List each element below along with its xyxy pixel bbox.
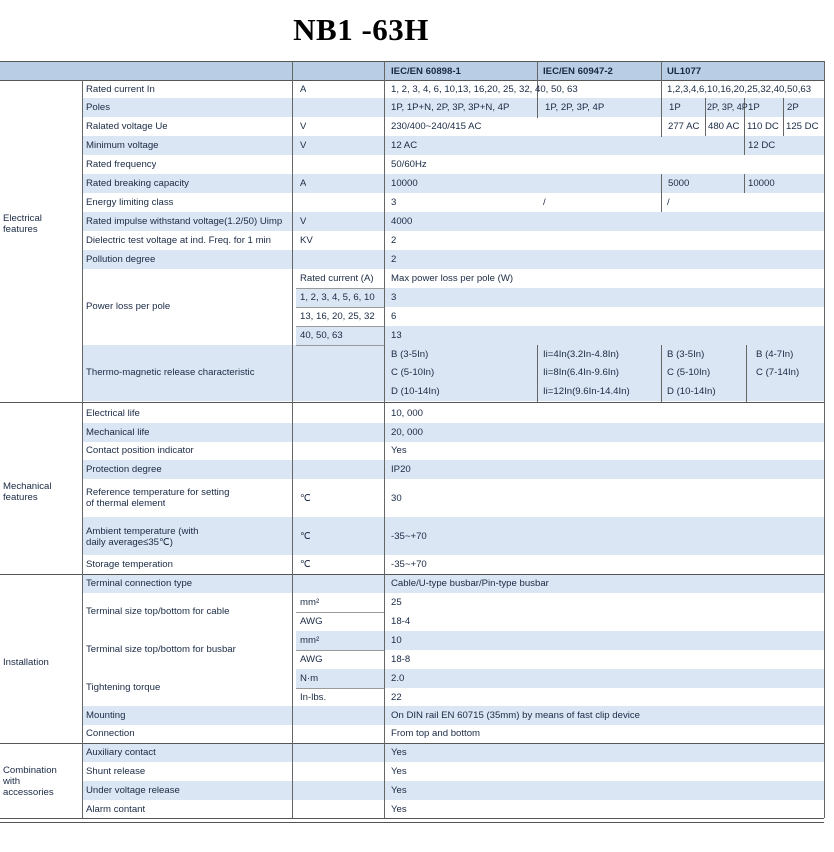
row-band (296, 669, 824, 688)
label-mech-life: Mechanical life (86, 427, 150, 438)
value-rated-current-ul: 1,2,3,4,6,10,16,20,25,32,40,50,63 (667, 83, 812, 95)
rule (824, 61, 825, 818)
row-band (82, 781, 824, 800)
value-breaking-ul-a: 5000 (668, 178, 690, 189)
rule (0, 402, 824, 403)
value-undervoltage: Yes (391, 785, 407, 796)
rule (705, 98, 706, 136)
value-energy-ul: / (667, 197, 670, 208)
unit-breaking: A (300, 178, 307, 189)
unit-dielectric: KV (300, 235, 313, 246)
value-poles-ul-d: 2P (787, 102, 799, 113)
row-band (82, 423, 824, 442)
value-contact: Yes (391, 445, 407, 456)
label-torque: Tightening torque (86, 682, 161, 693)
label-terminal-type: Terminal connection type (86, 578, 193, 589)
power-loss-value: 6 (391, 311, 397, 322)
value-alarm: Yes (391, 804, 407, 815)
row-band (296, 631, 824, 650)
thermo-ul-d: D (10-14In) (667, 386, 716, 397)
thermo-ul-b: B (3-5In) (667, 349, 705, 360)
value-mech-life: 20, 000 (391, 427, 424, 438)
thermo-ul-c: C (5-10In) (667, 367, 711, 378)
thermo-ul2-b: B (4-7In) (756, 349, 794, 360)
value-cable-awg: 18-4 (391, 616, 411, 627)
label-min-voltage: Minimum voltage (86, 140, 159, 151)
label-frequency: Rated frequency (86, 159, 157, 170)
header-iec-60947: IEC/EN 60947-2 (543, 65, 613, 77)
unit-cable-mm2: mm² (300, 597, 320, 608)
unit-busbar-awg: AWG (300, 654, 323, 665)
label-undervoltage: Under voltage release (86, 785, 180, 796)
group-mechanical: Mechanical features (3, 481, 52, 503)
unit-rated-current: A (300, 83, 307, 95)
rule (744, 174, 745, 193)
label-poles: Poles (86, 102, 110, 113)
label-elec-life: Electrical life (86, 408, 140, 419)
value-ref-temp: 30 (391, 493, 402, 504)
value-ambient: -35~+70 (391, 531, 427, 542)
unit-busbar-mm2: mm² (300, 635, 320, 646)
label-cable-size: Terminal size top/bottom for cable (86, 606, 230, 617)
value-frequency: 50/60Hz (391, 159, 427, 170)
rule (661, 61, 662, 137)
row-band (82, 174, 824, 193)
value-shunt: Yes (391, 766, 407, 777)
row-band (296, 326, 824, 345)
unit-cable-awg: AWG (300, 616, 323, 627)
label-mounting: Mounting (86, 710, 126, 721)
value-cable-mm2: 25 (391, 597, 402, 608)
power-loss-current: 40, 50, 63 (300, 330, 343, 341)
label-energy: Energy limiting class (86, 197, 174, 208)
value-poles-ul-b: 2P, 3P, 4P (707, 102, 748, 112)
value-torque-nm: 2.0 (391, 673, 405, 684)
rule (384, 61, 385, 818)
rule (292, 61, 293, 818)
value-min-voltage-ul: 12 DC (748, 140, 776, 151)
label-contact: Contact position indicator (86, 445, 194, 456)
label-breaking: Rated breaking capacity (86, 178, 189, 189)
label-ref-temp-1: Reference temperature for setting (86, 487, 230, 498)
value-busbar-mm2: 10 (391, 635, 402, 646)
value-pollution: 2 (391, 254, 397, 265)
value-storage: -35~+70 (391, 559, 427, 570)
power-loss-subheader-loss: Max power loss per pole (W) (391, 273, 514, 284)
unit-torque-inlbs: In-lbs. (300, 692, 327, 703)
label-auxiliary: Auxiliary contact (86, 747, 156, 758)
label-alarm: Alarm contant (86, 804, 146, 815)
row-band (82, 743, 824, 762)
value-energy-60947: / (543, 197, 546, 208)
value-terminal-type: Cable/U-type busbar/Pin-type busbar (391, 578, 549, 589)
thermo-60947-b: Ii=4In(3.2In-4.8In) (543, 349, 619, 360)
value-voltage-ul-a: 277 AC (668, 121, 700, 132)
thermo-60898-b: B (3-5In) (391, 349, 429, 360)
row-band (82, 136, 824, 155)
group-combination: Combination with accessories (3, 764, 57, 798)
header-iec-60898: IEC/EN 60898-1 (391, 65, 461, 77)
thermo-60898-c: C (5-10In) (391, 367, 435, 378)
value-torque-inlbs: 22 (391, 692, 402, 703)
label-shunt: Shunt release (86, 766, 146, 777)
value-breaking-iec: 10000 (391, 178, 418, 189)
value-energy-60898: 3 (391, 197, 397, 208)
label-rated-current: Rated current In (86, 83, 155, 95)
rule (783, 98, 784, 136)
label-pollution: Pollution degree (86, 254, 156, 265)
unit-voltage: V (300, 121, 307, 132)
label-protection: Protection degree (86, 464, 162, 475)
value-min-voltage-iec: 12 AC (391, 140, 418, 151)
value-elec-life: 10, 000 (391, 408, 424, 419)
value-voltage-iec: 230/400~240/415 AC (391, 121, 482, 132)
value-connection: From top and bottom (391, 728, 481, 739)
value-voltage-ul-d: 125 DC (786, 121, 819, 132)
page-title: NB1 -63H (293, 12, 429, 47)
rule (746, 345, 747, 402)
label-impulse: Rated impulse withstand voltage(1.2/50) Uimp (86, 216, 283, 227)
value-poles-ul-a: 1P (669, 102, 681, 113)
label-ref-temp-2: of thermal element (86, 498, 166, 509)
label-busbar-size: Terminal size top/bottom for busbar (86, 644, 236, 655)
label-connection: Connection (86, 728, 135, 739)
rule (661, 174, 662, 212)
group-electrical: Electrical features (3, 213, 42, 235)
header-ul1077: UL1077 (667, 65, 702, 77)
value-voltage-ul-c: 110 DC (747, 121, 779, 132)
value-voltage-ul-b: 480 AC (708, 121, 740, 132)
row-band (82, 250, 824, 269)
power-loss-value: 13 (391, 330, 402, 341)
value-rated-current-iec: 1, 2, 3, 4, 6, 10,13, 16,20, 25, 32, 40, 50, 63 (391, 83, 578, 95)
power-loss-current: 1, 2, 3, 4, 5, 6, 10 (300, 292, 375, 303)
value-auxiliary: Yes (391, 747, 407, 758)
rule (296, 345, 384, 346)
label-storage: Storage temperation (86, 559, 173, 570)
value-poles-60947: 1P, 2P, 3P, 4P (545, 102, 605, 113)
value-poles-60898: 1P, 1P+N, 2P, 3P, 3P+N, 4P (391, 102, 510, 113)
unit-ref-temp: ℃ (300, 493, 311, 504)
rule (537, 345, 538, 402)
unit-torque-nm: N·m (300, 673, 319, 684)
unit-impulse: V (300, 216, 307, 227)
thermo-60947-d: Ii=12In(9.6In-14.4In) (543, 386, 630, 397)
rule (661, 345, 662, 402)
rule (0, 822, 824, 823)
value-impulse: 4000 (391, 216, 413, 227)
label-dielectric: Dielectric test voltage at ind. Freq. for 1 min (86, 235, 272, 246)
value-mounting: On DIN rail EN 60715 (35mm) by means of fast clip device (391, 710, 641, 721)
value-protection: IP20 (391, 464, 411, 475)
value-busbar-awg: 18-8 (391, 654, 411, 665)
label-ambient-2: daily average≤35℃) (86, 537, 173, 548)
unit-min-voltage: V (300, 140, 307, 151)
unit-ambient: ℃ (300, 531, 311, 542)
value-breaking-ul-b: 10000 (748, 178, 775, 189)
row-band (82, 460, 824, 479)
power-loss-current: 13, 16, 20, 25, 32 (300, 311, 375, 322)
row-band (296, 288, 824, 307)
unit-storage: ℃ (300, 559, 311, 570)
thermo-60898-d: D (10-14In) (391, 386, 440, 397)
value-dielectric: 2 (391, 235, 397, 246)
label-thermo: Thermo-magnetic release characteristic (86, 367, 255, 378)
thermo-ul2-c: C (7-14In) (756, 367, 800, 378)
label-power-loss: Power loss per pole (86, 301, 171, 312)
label-voltage: Ralated voltage Ue (86, 121, 168, 132)
thermo-60947-c: Ii=8In(6.4In-9.6In) (543, 367, 619, 378)
power-loss-subheader-current: Rated current (A) (300, 273, 374, 284)
power-loss-value: 3 (391, 292, 397, 303)
label-ambient-1: Ambient temperature (with (86, 526, 199, 537)
rule (82, 80, 83, 818)
group-installation: Installation (3, 656, 49, 668)
value-poles-ul-c: 1P (748, 102, 760, 113)
